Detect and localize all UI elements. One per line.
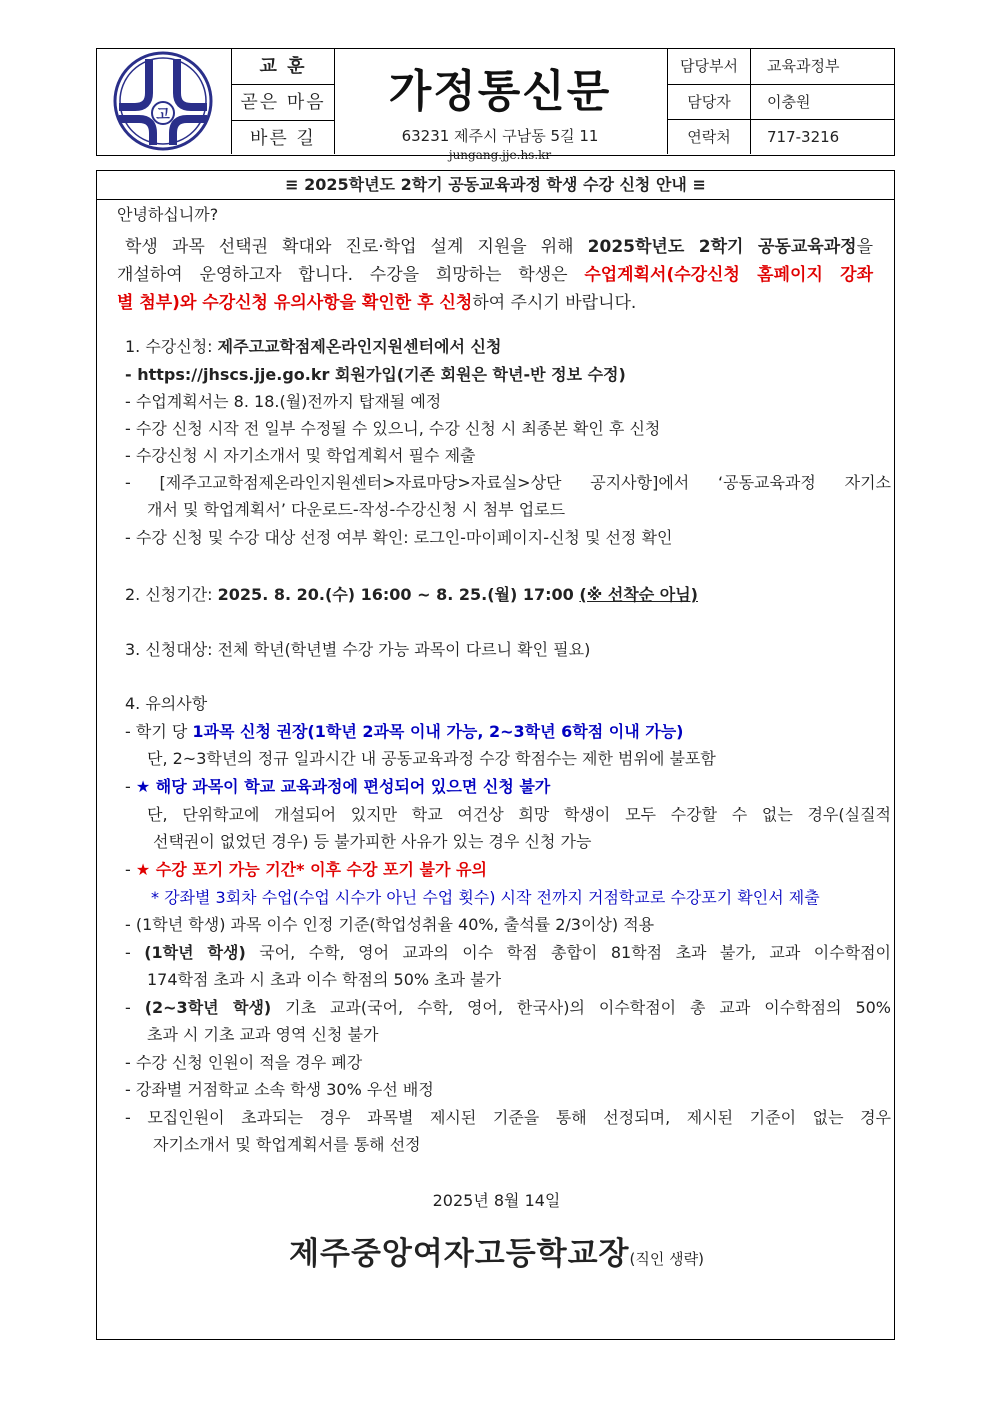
section-3-heading: 3. 신청대상: 전체 학년(학년별 수강 가능 과목이 다르니 확인 필요) bbox=[125, 640, 591, 659]
motto-box bbox=[231, 49, 335, 154]
greeting: 안녕하십니까? bbox=[117, 205, 219, 224]
s4-b3-emph: ★ 수강 포기 가능 기간* 이후 수강 포기 불가 유의 bbox=[135, 860, 487, 879]
s4-b6-prefix: - bbox=[125, 998, 145, 1017]
s4-b2-prefix: - bbox=[125, 777, 136, 796]
intro-text-3b: 하여 주시기 바랍니다. bbox=[472, 293, 637, 313]
s1-bullet-4: - 수강신청 시 자기소개서 및 학업계획서 필수 제출 bbox=[125, 446, 476, 465]
s4-bullet-2-note-b: 선택권이 없었던 경우) 등 불가피한 사유가 있는 경우 신청 가능 bbox=[153, 832, 592, 851]
notice-title: ≡ 2025학년도 2학기 공동교육과정 학생 수강 신청 안내 ≡ bbox=[97, 171, 894, 200]
issuer-name: 제주중앙여자고등학교장 bbox=[289, 1236, 630, 1272]
person-label: 담당자 bbox=[668, 85, 751, 119]
intro-text-1a: 학생 과목 선택권 확대와 진로·학업 설계 지원을 위해 bbox=[125, 237, 588, 257]
s4-b5-prefix: - bbox=[125, 943, 145, 962]
intro-text-3a: 별 첨부)와 수강신청 유의사항을 확인한 후 신청 bbox=[117, 293, 473, 313]
intro-line-3 bbox=[117, 288, 636, 313]
s1-head-b: 제주고교학점제온라인지원센터에서 신청 bbox=[217, 337, 502, 356]
s4-b1-prefix: - 학기 당 bbox=[125, 722, 193, 741]
school-logo-icon bbox=[97, 49, 231, 154]
contact-row bbox=[668, 119, 895, 154]
s4-b6-text: 기초 교과(국어, 수학, 영어, 한국사)의 이수학점이 총 교과 이수학점의 50% bbox=[271, 998, 892, 1017]
s4-b3-prefix: - bbox=[125, 860, 136, 879]
s2-head-b: 2025. 8. 20.(수) 16:00 ~ 8. 25.(월) 17:00 bbox=[217, 585, 580, 604]
intro-text-1b: 2025학년도 2학기 공동교육과정 bbox=[587, 237, 857, 257]
s4-bullet-7: - 수강 신청 인원이 적을 경우 폐강 bbox=[125, 1053, 363, 1072]
dept-label: 담당부서 bbox=[668, 49, 751, 84]
s2-head-c: (※ 선착순 아님) bbox=[579, 585, 698, 604]
s1-bullet-5a: - [제주고교학점제온라인지원센터>자료마당>자료실>상단 공지사항]에서 ‘공동교육과정 자기소 bbox=[125, 473, 891, 492]
page-title: 가정통신문 bbox=[388, 66, 612, 117]
person-row bbox=[668, 84, 895, 119]
contact-info-box bbox=[667, 49, 895, 154]
s4-bullet-2-note-a: 단, 단위학교에 개설되어 있지만 학교 여건상 희망 학생이 모두 수강할 수 없는 경우(실질적 bbox=[147, 805, 891, 824]
s1-bullet-3: - 수강 신청 시작 전 일부 수정될 수 있으니, 수강 신청 시 최종본 확인 후 신청 bbox=[125, 419, 661, 438]
s4-bullet-1 bbox=[125, 719, 683, 742]
intro-line-1 bbox=[117, 232, 873, 257]
s4-bullet-8: - 강좌별 거점학교 소속 학생 30% 우선 배정 bbox=[125, 1080, 434, 1099]
intro-text-1c: 을 bbox=[856, 237, 874, 257]
s4-bullet-3 bbox=[125, 857, 487, 880]
s4-bullet-9: - 모집인원이 초과되는 경우 과목별 제시된 기준을 통해 선정되며, 제시된 기준이 없는 경우 bbox=[125, 1108, 891, 1127]
motto-line-1: 곧은 마음 bbox=[232, 84, 334, 120]
s4-b5-text: 국어, 수학, 영어 교과의 이수 학점 총합이 81학점 초과 불가, 교과 이수학점이 bbox=[245, 943, 892, 962]
s1-bullet-1: - https://jhscs.jje.go.kr 회원가입(기존 회원은 학년-반 정보 수정) bbox=[125, 365, 626, 384]
s4-bullet-3-note: * 강좌별 3회차 수업(수업 시수가 아닌 수업 횟수) 시작 전까지 거점학교로 수강포기 확인서 제출 bbox=[151, 888, 820, 907]
letter-header bbox=[96, 48, 895, 162]
s4-b2-emph: ★ 해당 과목이 학교 교육과정에 편성되어 있으면 신청 불가 bbox=[135, 777, 551, 796]
dept-row bbox=[668, 49, 895, 84]
letter-body bbox=[96, 170, 895, 1340]
logo-char: 고 bbox=[156, 107, 170, 123]
s4-bullet-5-cont: 174학점 초과 시 초과 이수 학점의 50% 초과 불가 bbox=[147, 970, 502, 989]
intro-text-2b: 수업계획서(수강신청 홈페이지 강좌 bbox=[584, 265, 873, 285]
motto-line-2: 바른 길 bbox=[232, 120, 334, 156]
person-value: 이충원 bbox=[767, 93, 811, 111]
s1-bullet-6: - 수강 신청 및 수강 대상 선정 여부 확인: 로그인-마이페이지-신청 및 선정 확인 bbox=[125, 528, 673, 547]
school-address: 63231 제주시 구남동 5길 11 bbox=[401, 127, 599, 145]
school-website: jungang.jje.hs.kr bbox=[448, 148, 552, 162]
s4-b6-emph: (2~3학년 학생) bbox=[144, 998, 272, 1017]
s4-bullet-6-cont: 초과 시 기초 교과 영역 신청 불가 bbox=[147, 1025, 379, 1044]
motto-label: 교 훈 bbox=[259, 56, 307, 77]
section-4-heading: 4. 유의사항 bbox=[125, 694, 208, 713]
s2-head-a: 2. 신청기간: bbox=[125, 585, 218, 604]
contact-label: 연락처 bbox=[668, 120, 751, 154]
s4-bullet-9-cont: 자기소개서 및 학업계획서를 통해 선정 bbox=[153, 1135, 421, 1154]
s4-bullet-1-note: 단, 2~3학년의 정규 일과시간 내 공동교육과정 수강 학점수는 제한 범위에 불포함 bbox=[147, 749, 716, 768]
section-2-heading bbox=[125, 582, 698, 605]
s1-bullet-5b: 개서 및 학업계획서’ 다운로드-작성-수강신청 시 첨부 업로드 bbox=[147, 500, 566, 519]
s4-bullet-6 bbox=[125, 995, 891, 1018]
s4-bullet-2 bbox=[125, 774, 550, 797]
s4-bullet-4: - (1학년 학생) 과목 이수 인정 기준(학업성취율 40%, 출석률 2/3이상) 적용 bbox=[125, 915, 655, 934]
issuer-signature bbox=[97, 1228, 896, 1273]
contact-value: 717-3216 bbox=[767, 128, 840, 146]
s1-bullet-2: - 수업계획서는 8. 18.(월)전까지 탑재될 예정 bbox=[125, 392, 442, 411]
section-1-heading bbox=[125, 334, 501, 357]
school-logo-cell bbox=[97, 49, 231, 154]
s1-head-a: 1. 수강신청: bbox=[125, 337, 218, 356]
seal-note: (직인 생략) bbox=[629, 1250, 704, 1268]
s4-b1-emph: 1과목 신청 권장(1학년 2과목 이내 가능, 2~3학년 6학점 이내 가능) bbox=[192, 722, 684, 741]
title-box bbox=[333, 49, 667, 162]
issue-date: 2025년 8월 14일 bbox=[432, 1191, 561, 1210]
intro-line-2 bbox=[117, 260, 873, 285]
s4-bullet-5 bbox=[125, 940, 891, 963]
intro-text-2a: 개설하여 운영하고자 합니다. 수강을 희망하는 학생은 bbox=[117, 265, 585, 285]
dept-value: 교육과정부 bbox=[767, 57, 840, 75]
s4-b5-emph: (1학년 학생) bbox=[144, 943, 246, 962]
